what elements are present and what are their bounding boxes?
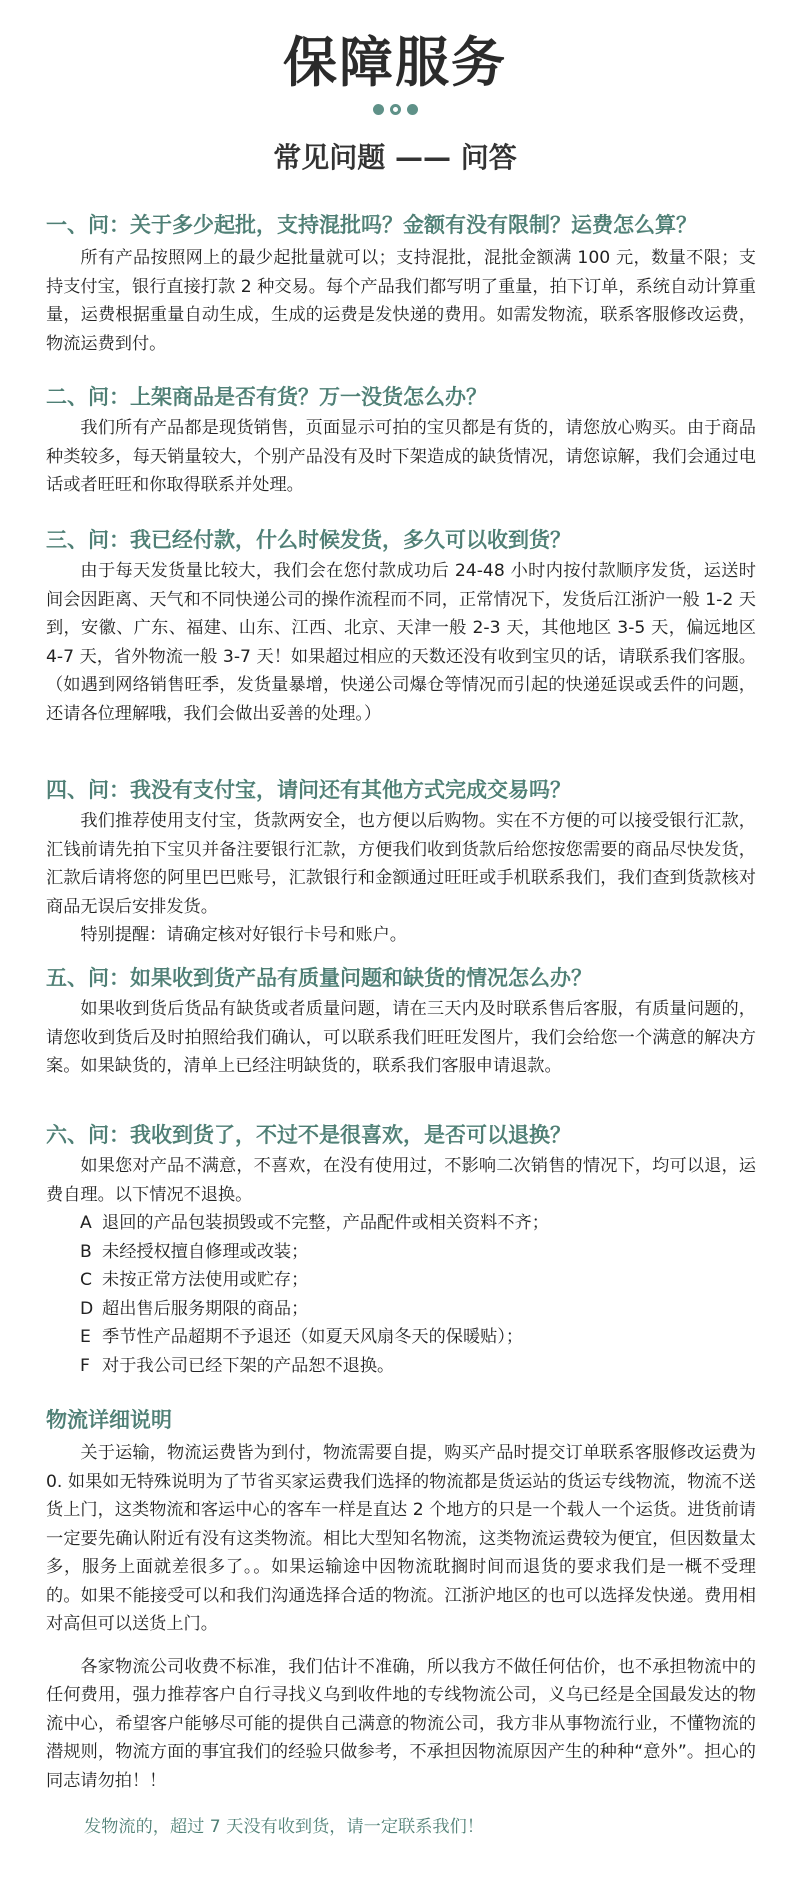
- logistics-section: [46, 1405, 756, 1841]
- list-item: F 对于我公司已经下架的产品恕不退换。: [80, 1355, 395, 1376]
- list-item: C 未按正常方法使用或贮存；: [80, 1270, 309, 1290]
- faq-answer: 我们推荐使用支付宝，货款两安全，也方便以后购物。实在不方便的可以接受银行汇款，汇钱前请先拍下宝贝并备注要银行汇款，方便我们收到货款后给您按您需要的商品尽快发货，汇款后请将您的阿里巴巴账号，汇款银行和金额通过旺旺或手机联系我们，我们查到货款核对商品无误后安排发货。: [46, 811, 756, 917]
- dot-ring-icon: [390, 104, 401, 115]
- dot-filled-icon: [373, 104, 384, 115]
- faq-answer: 如果收到货后货品有缺货或者质量问题，请在三天内及时联系售后客服，有质量问题的，请您收到货后及时拍照给我们确认，可以联系我们旺旺发图片，我们会给您一个满意的解决方案。如果缺货的，清单上已经注明缺货的，联系我们客服申请退款。: [46, 999, 756, 1076]
- faq-reminder: 特别提醒：请确定核对好银行卡号和账户。: [80, 925, 407, 945]
- faq-question: 三、问：我已经付款，什么时候发货，多久可以收到货？: [46, 528, 571, 552]
- faq-item-2: [46, 382, 756, 500]
- faq-answer: 我们所有产品都是现货销售，页面显示可拍的宝贝都是有货的，请您放心购买。由于商品种类较多，每天销量较大，个别产品没有及时下架造成的缺货情况，请您谅解，我们会通过电话或者旺旺和你取得联系并处理。: [46, 418, 756, 495]
- faq-item-3: [46, 525, 756, 728]
- dot-filled-icon: [407, 104, 418, 115]
- logistics-contact-note: 发物流的，超过 7 天没有收到货，请一定联系我们！: [84, 1817, 484, 1837]
- logistics-paragraph: 关于运输，物流运费皆为到付，物流需要自提，购买产品时提交订单联系客服修改运费为 0. 如果如无特殊说明为了节省买家运费我们选择的物流都是货运站的货运专线物流，物流不送货上门，这类物流和客运中心的客车一样是直达 2 个地方的只是一个载人一个运货。进货前请一定要先确认附近有没有这类物流。相比大型知名物流，这类物流运费较为便宜，但因数量太多，服务上面就差很多了。。如果运输途中因物流耽搁时间而退货的要求我们是一概不受理的。如果不能接受可以和我们沟通选择合适的物流。江浙沪地区的也可以选择发快递。费用相对高但可以送货上门。: [46, 1443, 756, 1634]
- faq-question: 一、问：关于多少起批，支持混批吗？金额有没有限制？运费怎么算？: [46, 213, 697, 237]
- faq-item-4: [46, 775, 756, 950]
- list-item: D 超出售后服务期限的商品；: [80, 1298, 309, 1319]
- list-item: B 未经授权擅自修理或改装；: [80, 1241, 309, 1262]
- faq-question: 二、问：上架商品是否有货？万一没货怎么办？: [46, 385, 487, 409]
- faq-question: 六、问：我收到货了，不过不是很喜欢，是否可以退换？: [46, 1123, 571, 1147]
- faq-answer: 由于每天发货量比较大，我们会在您付款成功后 24-48 小时内按付款顺序发货，运送时间会因距离、天气和不同快递公司的操作流程而不同，正常情况下，发货后江浙沪一般 1-2 天到，安徽、广东、福建、山东、江西、北京、天津一般 2-3 天，其他地区 3-5 天，偏远地区 4-7 天，省外物流一般 3-7 天！如果超过相应的天数还没有收到宝贝的话，请联系我们客服。（如遇到网络销售旺季，发货量暴增，快递公司爆仓等情况而引起的快递延误或丢件的问题，还请各位理解哦，我们会做出妥善的处理。）: [46, 561, 756, 724]
- faq-question: 五、问：如果收到货产品有质量问题和缺货的情况怎么办？: [46, 966, 592, 990]
- page-subtitle: 常见问题 —— 问答: [273, 141, 517, 174]
- faq-question: 四、问：我没有支付宝，请问还有其他方式完成交易吗？: [46, 778, 571, 802]
- faq-item-6: [46, 1120, 756, 1380]
- faq-item-5: [46, 963, 756, 1081]
- decorative-dots: [0, 104, 790, 115]
- page-title: 保障服务: [283, 31, 507, 94]
- faq-answer: 如果您对产品不满意，不喜欢，在没有使用过，不影响二次销售的情况下，均可以退，运费自理。以下情况不退换。: [46, 1156, 756, 1205]
- non-return-conditions-list: [46, 1209, 756, 1380]
- list-item: A 退回的产品包装损毁或不完整，产品配件或相关资料不齐；: [80, 1213, 549, 1233]
- list-item: E 季节性产品超期不予退还（如夏天风扇冬天的保暖贴）；: [80, 1327, 524, 1347]
- faq-item-1: [46, 210, 756, 358]
- logistics-paragraph: 各家物流公司收费不标准，我们估计不准确，所以我方不做任何估价，也不承担物流中的任何费用，强力推荐客户自行寻找义乌到收件地的专线物流公司，义乌已经是全国最发达的物流中心，希望客户能够尽可能的提供自己满意的物流公司，我方非从事物流行业，不懂物流的潜规则，物流方面的事宜我们的经验只做参考，不承担因物流原因产生的种种“意外”。担心的同志请勿拍！！: [46, 1656, 756, 1791]
- faq-answer: 所有产品按照网上的最少起批量就可以；支持混批，混批金额满 100 元，数量不限；支持支付宝，银行直接打款 2 种交易。每个产品我们都写明了重量，拍下订单，系统自动计算重量，运费根据重量自动生成，生成的运费是发快递的费用。如需发物流，联系客服修改运费，物流运费到付。: [46, 248, 756, 354]
- logistics-heading: 物流详细说明: [46, 1408, 172, 1432]
